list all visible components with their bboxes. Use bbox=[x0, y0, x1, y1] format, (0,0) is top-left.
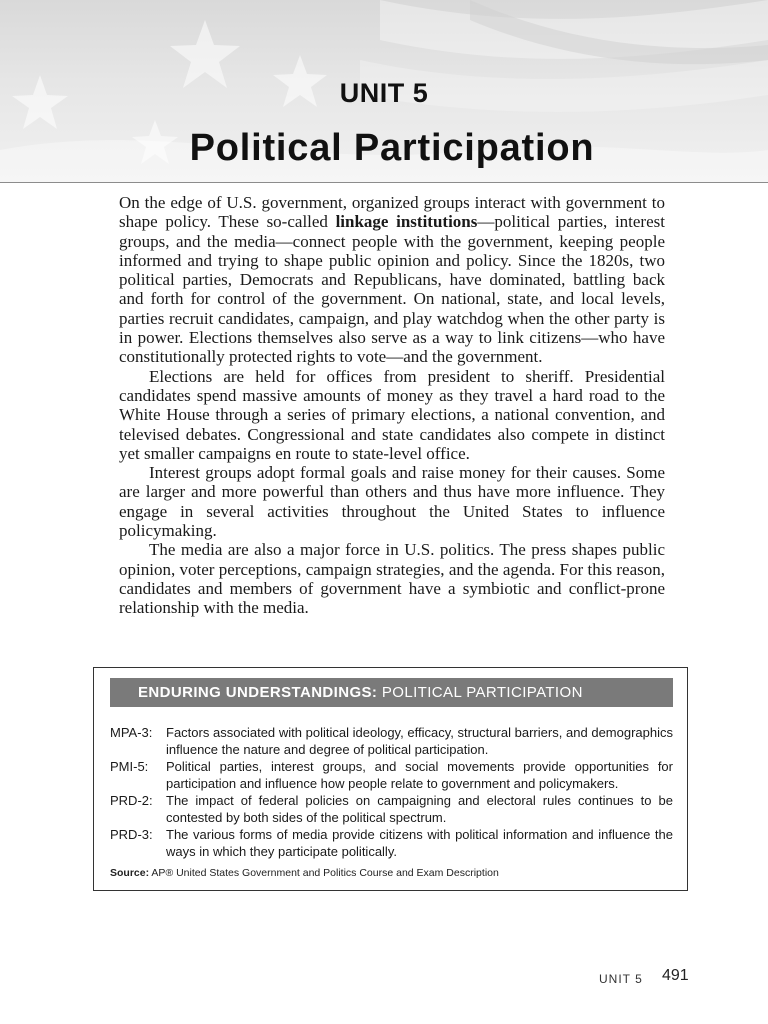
item-code: PRD-3: bbox=[110, 827, 153, 842]
paragraph-1-part-b: —political parties, interest groups, and the media—connect people with the government, keeping people informed and trying to shape public opinion and policy. Since the 1820s, two political parties, Democrats and Republicans, have dominated, battling back and forth for control of the government. On national, state, and local levels, parties recruit candidates, campaign, and play watchdog when the other party is in power. Elections themselves also serve as a way to link citizens—who have constitutionally protected rights to vote—and the government. bbox=[119, 212, 665, 367]
list-item bbox=[110, 792, 673, 826]
paragraph-3: Interest groups adopt formal goals and raise money for their causes. Some are larger and more powerful than others and thus have more influence. They engage in several activities throughout the United States to influence policymaking. bbox=[119, 463, 665, 541]
list-item bbox=[110, 724, 673, 758]
footer-unit-label: UNIT 5 bbox=[599, 972, 643, 986]
item-code: MPA-3: bbox=[110, 725, 153, 740]
header-topic-label: POLITICAL PARTICIPATION bbox=[377, 684, 583, 701]
paragraph-1 bbox=[119, 193, 665, 367]
item-text: Political parties, interest groups, and social movements provide opportunities for participation and influence how people relate to government and policymakers. bbox=[166, 759, 673, 791]
enduring-understandings-header bbox=[110, 678, 673, 707]
unit-title: Political Participation bbox=[189, 127, 595, 169]
list-item bbox=[110, 826, 673, 860]
item-text: Factors associated with political ideology, efficacy, structural barriers, and demographics influence the nature and degree of political participation. bbox=[166, 725, 673, 757]
item-code: PRD-2: bbox=[110, 793, 153, 808]
source-label: Source: bbox=[110, 867, 150, 879]
paragraph-2: Elections are held for offices from president to sheriff. Presidential candidates spend massive amounts of money as they travel a hard road to the White House through a series of primary elections, a national convention, and televised debates. Congressional and state candidates also compete in distinct yet smaller campaigns en route to state-level office. bbox=[119, 366, 665, 463]
unit-header-banner bbox=[0, 0, 768, 183]
paragraph-1-part-a: On the edge of U.S. government, organized groups interact with government to shape policy. These so-called bbox=[119, 193, 665, 232]
page-number: 491 bbox=[662, 967, 689, 984]
item-code: PMI-5: bbox=[110, 759, 149, 774]
source-note bbox=[110, 867, 673, 879]
header-bold-label: ENDURING UNDERSTANDINGS: bbox=[138, 684, 378, 701]
item-text: The various forms of media provide citizens with political information and influence the ways in which they participate politically. bbox=[166, 827, 673, 859]
key-term-linkage-institutions: linkage institutions bbox=[335, 212, 478, 232]
list-item bbox=[110, 758, 673, 792]
paragraph-4: The media are also a major force in U.S. politics. The press shapes public opinion, voter perceptions, campaign strategies, and the agenda. For this reason, candidates and members of government have a symbiotic and conflict-prone relationship with the media. bbox=[119, 540, 665, 618]
unit-label: UNIT 5 bbox=[339, 78, 429, 108]
item-text: The impact of federal policies on campaigning and electoral rules continues to be contested by both sides of the political spectrum. bbox=[166, 793, 673, 825]
source-text: AP® United States Government and Politics Course and Exam Description bbox=[149, 867, 499, 879]
enduring-understandings-box bbox=[93, 667, 688, 891]
intro-text bbox=[119, 193, 665, 618]
enduring-understandings-list bbox=[110, 724, 673, 860]
